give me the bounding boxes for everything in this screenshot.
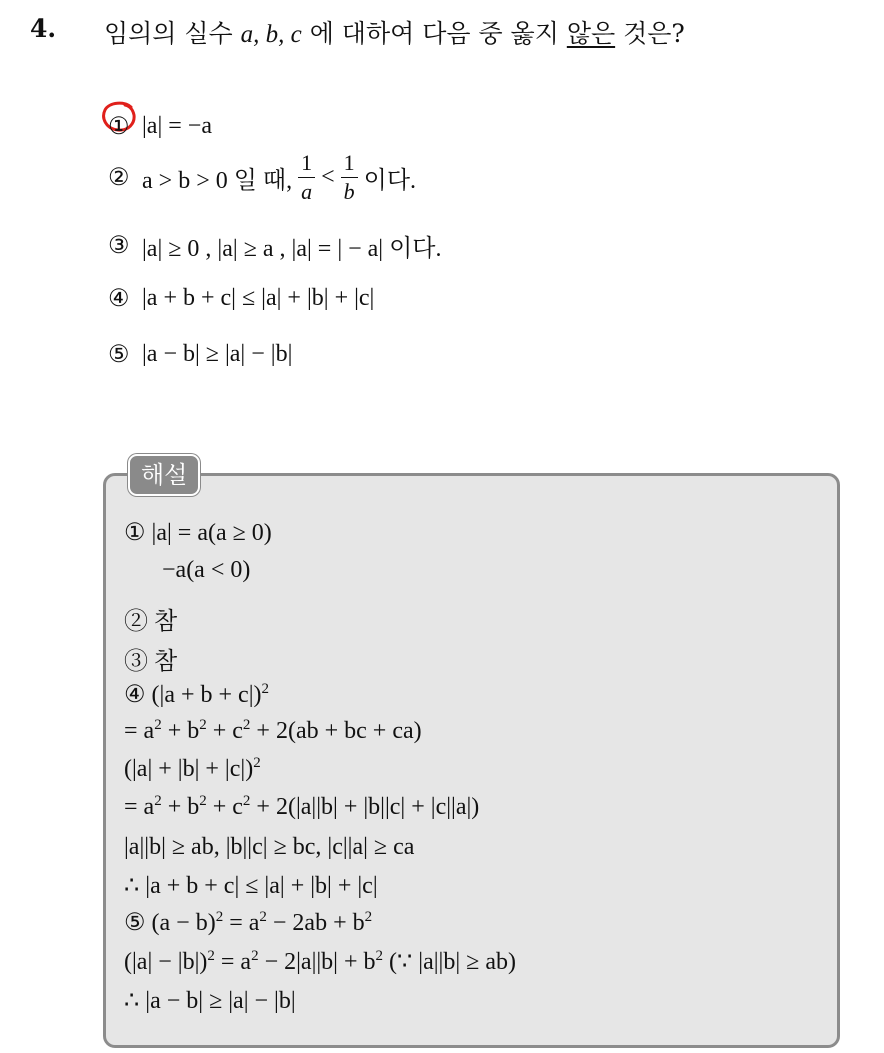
solution-line-6 <box>124 718 422 745</box>
choice-1-mark: ① <box>108 114 130 140</box>
l11-exp: 2 <box>215 909 224 925</box>
choice-3-expr: |a| ≥ 0 , |a| ≥ a , |a| = | − a| 이다. <box>142 236 442 262</box>
l8-exp: 2 <box>154 793 162 809</box>
choice-4-expr: |a + b + c| ≤ |a| + |b| + |c| <box>142 285 375 311</box>
fraction-1-denominator: a <box>301 179 313 204</box>
l6-part: + 2(ab + bc + ca) <box>250 718 422 744</box>
choice-5-mark: ⑤ <box>108 342 130 368</box>
solution-line-13: ∴ |a − b| ≥ |a| − |b| <box>124 988 296 1014</box>
choice-2-less-than: < <box>321 164 335 190</box>
question-text-mid: 에 대하여 다음 중 옳지 <box>301 19 567 48</box>
choice-3[interactable] <box>108 228 441 263</box>
question-underlined-word: 않은 <box>566 19 616 48</box>
l12-exp: 2 <box>375 948 384 964</box>
l6-part: = a <box>124 718 155 744</box>
l6-exp: 2 <box>154 717 162 733</box>
l6-exp: 2 <box>199 717 207 733</box>
l12-exp: 2 <box>251 948 259 964</box>
solution-line-7 <box>124 756 261 783</box>
solution-line-4: ③ 참 <box>124 649 178 675</box>
fraction-2-denominator: b <box>343 179 355 204</box>
choice-1[interactable] <box>108 112 212 141</box>
solution-line-10: ∴ |a + b + c| ≤ |a| + |b| + |c| <box>124 873 378 899</box>
choice-2-expr-after: 이다. <box>363 168 417 194</box>
question-number: 4. <box>30 14 57 43</box>
l8-part: + 2(|a||b| + |b||c| + |c||a|) <box>250 794 480 820</box>
question-text-before: 임의의 실수 <box>104 19 241 48</box>
solution-line-5-exponent: 2 <box>261 681 269 697</box>
choice-2-fraction-1 <box>298 152 315 203</box>
solution-line-2: −a(a < 0) <box>162 557 251 583</box>
solution-line-8 <box>124 794 479 821</box>
choice-2[interactable] <box>108 152 416 203</box>
l11-exp: 2 <box>259 909 267 925</box>
l11-exp: 2 <box>364 909 373 925</box>
fraction-2-numerator: 1 <box>341 152 358 178</box>
l12-part: = a <box>214 949 252 975</box>
l8-exp: 2 <box>242 793 251 809</box>
solution-line-11 <box>124 908 372 937</box>
l8-exp: 2 <box>199 793 207 809</box>
choice-1-expr: |a| = −a <box>142 113 212 139</box>
question-variables: a, b, c <box>240 21 302 48</box>
l12-part: − 2|a||b| + b <box>258 949 376 975</box>
solution-line-5 <box>124 680 269 709</box>
question-text <box>104 14 685 50</box>
choice-2-mark: ② <box>108 165 130 191</box>
l6-part: + b <box>161 718 200 744</box>
choice-4[interactable] <box>108 284 374 313</box>
solution-line-1: ① |a| = a(a ≥ 0) <box>124 520 272 546</box>
l12-exp: 2 <box>207 948 215 964</box>
l11-part: − 2ab + b <box>266 910 365 936</box>
choice-2-expr-before: a > b > 0 일 때, <box>142 168 293 194</box>
l11-part: = a <box>223 910 260 936</box>
solution-line-9: |a||b| ≥ ab, |b||c| ≥ bc, |c||a| ≥ ca <box>124 834 415 860</box>
l11-part: ⑤ (a − b) <box>124 910 216 936</box>
solution-line-7-exponent: 2 <box>253 755 261 771</box>
l8-part: + b <box>161 794 200 820</box>
solution-line-3: ② 참 <box>124 609 178 635</box>
fraction-1-numerator: 1 <box>298 152 315 178</box>
l6-part: + c <box>206 718 243 744</box>
choice-5[interactable] <box>108 340 292 369</box>
l6-exp: 2 <box>242 717 251 733</box>
choice-5-expr: |a − b| ≥ |a| − |b| <box>142 341 293 367</box>
choice-3-mark: ③ <box>108 233 130 259</box>
l12-part: (∵ |a||b| ≥ ab) <box>383 949 516 975</box>
l8-part: + c <box>206 794 243 820</box>
solution-line-12 <box>124 947 516 976</box>
l8-part: = a <box>124 794 155 820</box>
solution-label: 해설 <box>128 454 200 496</box>
choice-4-mark: ④ <box>108 286 130 312</box>
choice-2-fraction-2 <box>341 152 358 203</box>
solution-line-5-text: ④ (|a + b + c|) <box>124 682 262 708</box>
l12-part: (|a| − |b|) <box>124 949 208 975</box>
solution-line-7-text: (|a| + |b| + |c|) <box>124 756 254 782</box>
question-text-after: 것은? <box>615 19 685 48</box>
